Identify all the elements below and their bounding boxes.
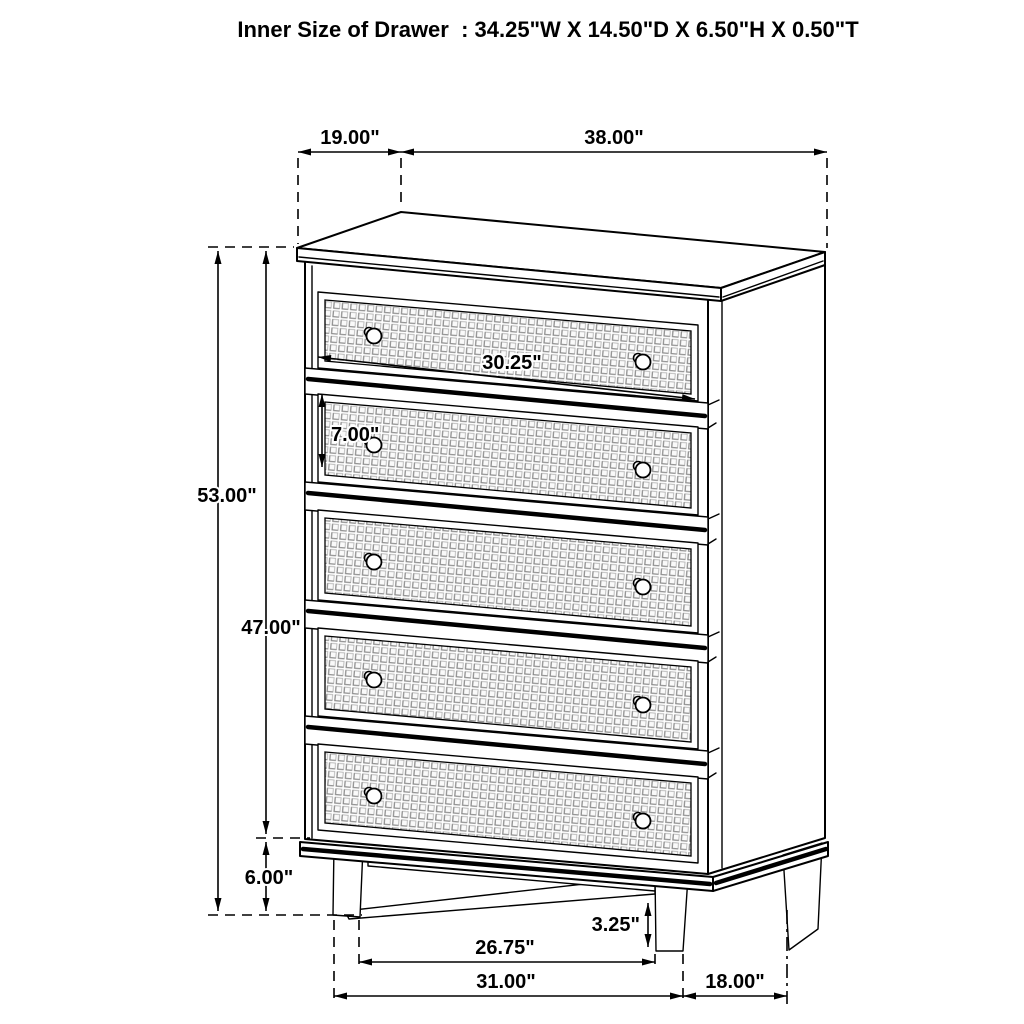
- dim-label-overall-height: 53.00": [197, 485, 257, 507]
- dim-label-base-depth: 18.00": [705, 971, 765, 993]
- chest-drawing: [297, 212, 828, 951]
- dim-label-foot-height: 3.25": [591, 914, 640, 936]
- dim-base-clearance: [245, 842, 293, 911]
- diagram-title: Inner Size of Drawer : 34.25"W X 14.50"D X 6.50"H X 0.50"T: [237, 17, 859, 42]
- dim-label-top-depth: 19.00": [320, 127, 380, 149]
- dim-base-depth: [683, 910, 787, 1004]
- dim-label-drawer-inner-width: 30.25": [482, 352, 542, 374]
- dim-case-height: [241, 251, 310, 838]
- dim-label-base-inner-width: 26.75": [475, 937, 535, 959]
- dim-label-case-height: 47.00": [241, 617, 301, 639]
- dim-label-base-outer-width: 31.00": [476, 971, 536, 993]
- dim-label-drawer-front-height: 7.00": [331, 424, 380, 446]
- dim-foot-height: [592, 903, 648, 947]
- dim-label-base-clearance: 6.00": [244, 867, 294, 889]
- dim-label-overall-width: 38.00": [584, 127, 644, 149]
- chest-side-panel: [708, 264, 825, 874]
